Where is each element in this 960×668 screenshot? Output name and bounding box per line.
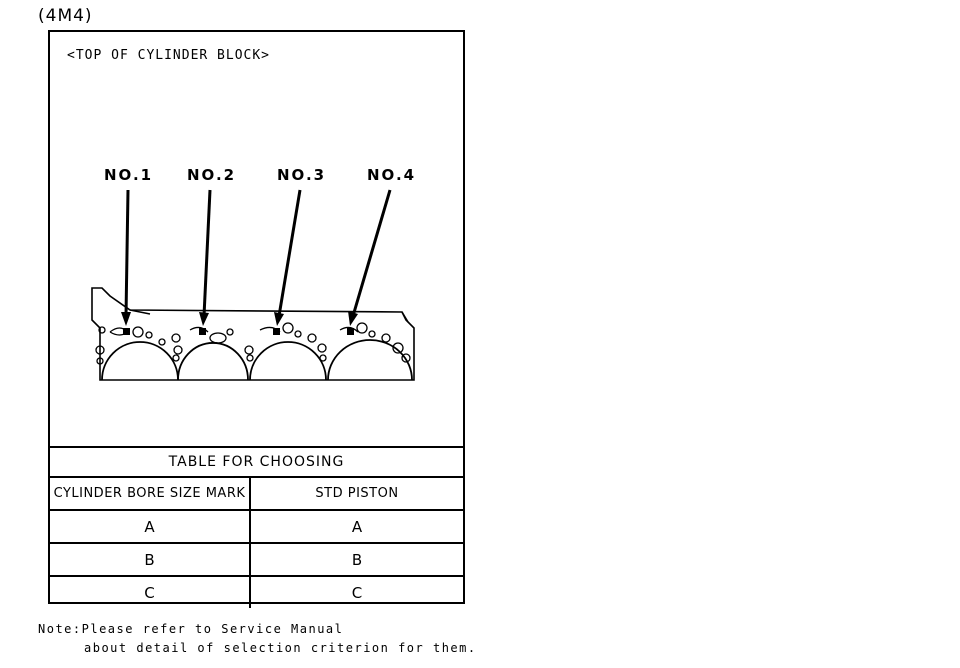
cylinder-label-1: NO.1: [104, 166, 154, 184]
cylinder-block-drawing: [50, 32, 463, 446]
note-line-2: about detail of selection criterion for them.: [84, 641, 477, 655]
selection-note: [38, 620, 477, 658]
table-title: TABLE FOR CHOOSING: [50, 447, 463, 477]
cylinder-label-4: NO.4: [367, 166, 417, 184]
cylinder-bores: [102, 340, 412, 380]
diagram-frame: [48, 30, 465, 604]
pointer-arrows: [121, 190, 390, 326]
choosing-table: [50, 446, 463, 608]
cylinder-label-3: NO.3: [277, 166, 327, 184]
note-line-1: Note:Please refer to Service Manual: [38, 622, 344, 636]
size-mark-squares: [123, 328, 354, 335]
engine-code-label: (4M4): [38, 6, 93, 26]
block-holes: [96, 323, 410, 364]
header-cylinder-bore: CYLINDER BORE SIZE MARK: [50, 477, 250, 510]
table-cell: B: [50, 543, 250, 576]
cylinder-label-2: NO.2: [187, 166, 237, 184]
table-cell: A: [250, 510, 463, 543]
table-cell: C: [250, 576, 463, 608]
diagram-title: <TOP OF CYLINDER BLOCK>: [67, 48, 271, 63]
table-cell: C: [50, 576, 250, 608]
header-std-piston: STD PISTON: [250, 477, 463, 510]
table-cell: B: [250, 543, 463, 576]
table-cell: A: [50, 510, 250, 543]
